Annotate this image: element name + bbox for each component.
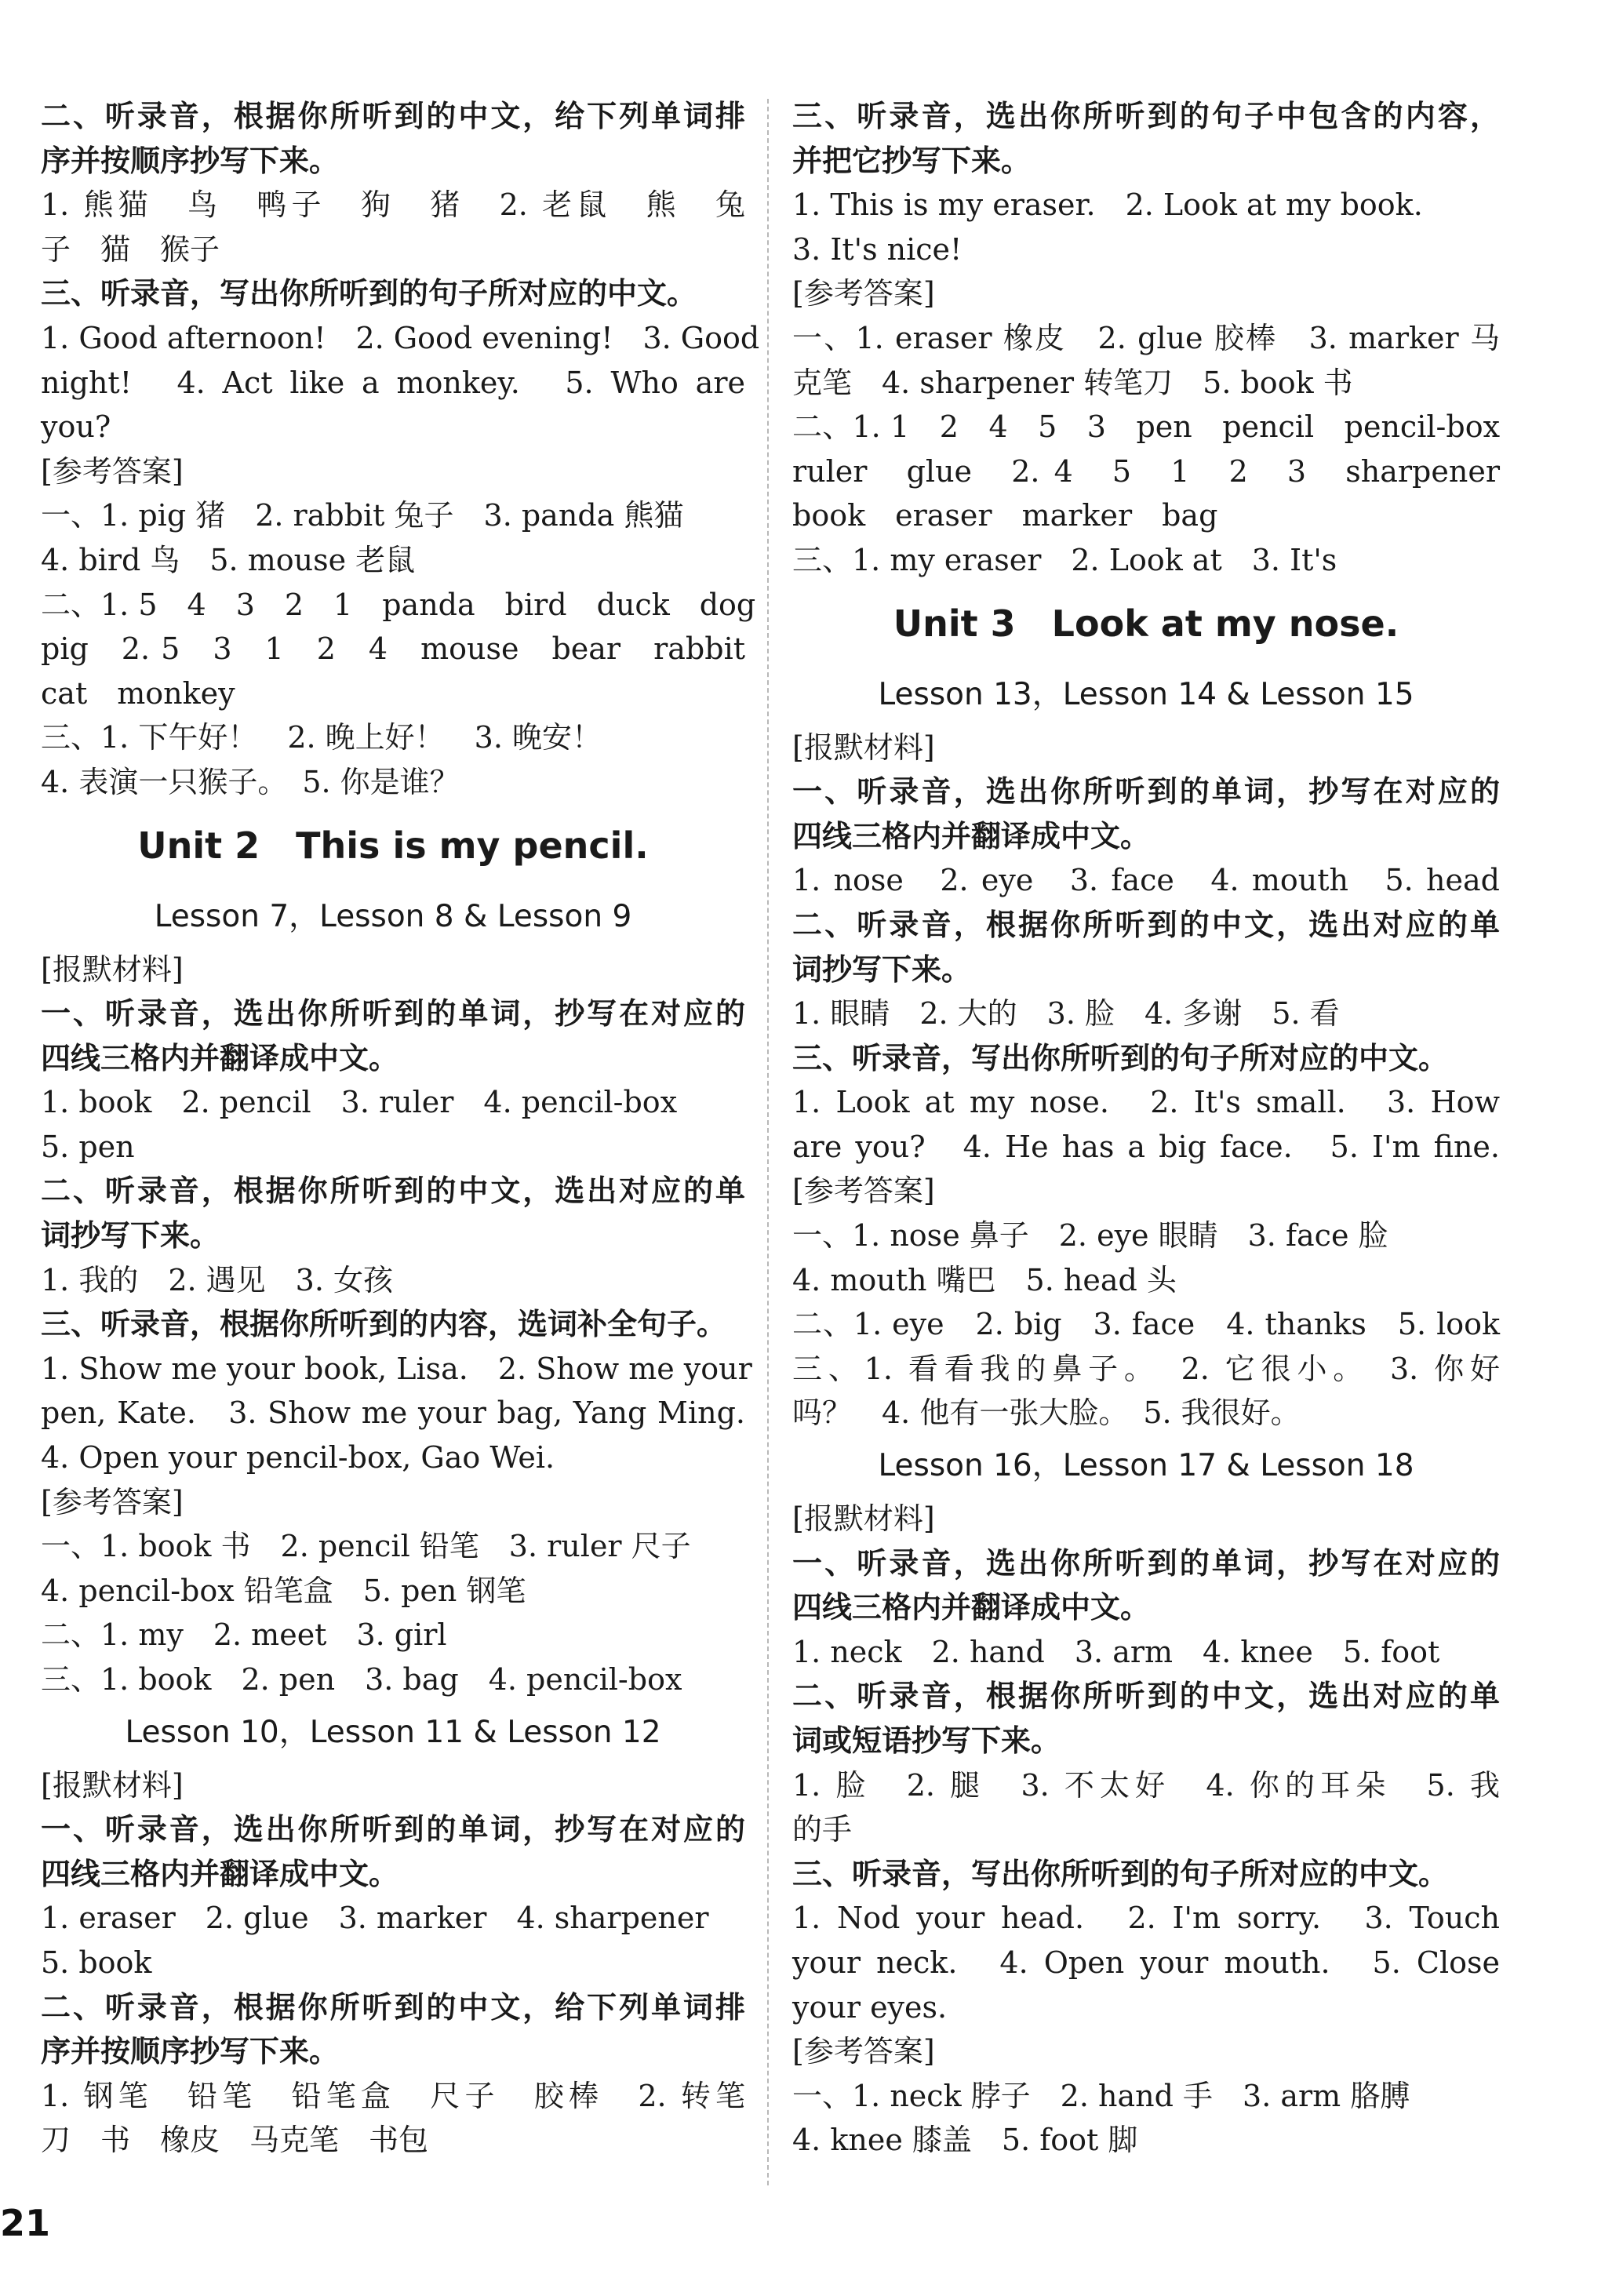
text-line: [报默材料] <box>792 730 935 765</box>
exercise-heading: 二、听录音，根据你所听到的中文，给下列单词排 <box>41 98 745 133</box>
text-line: 1. eraser 2. glue 3. marker 4. sharpener <box>41 1901 709 1936</box>
text-line: [参考答案] <box>792 1173 935 1209</box>
page-number: 21 <box>0 2202 51 2244</box>
text-line: 3. It's nice! <box>792 231 963 267</box>
text-line: 一、1. pig 猪 2. rabbit 兔子 3. panda 熊猫 <box>41 498 684 533</box>
text-line: [报默材料] <box>41 1767 184 1803</box>
exercise-heading: 序并按顺序抄写下来。 <box>41 2033 340 2069</box>
text-line: 的手 <box>792 1812 853 1847</box>
text-line: night! 4. Act like a monkey. 5. Who are <box>41 365 745 400</box>
text-line: 4. mouth 嘴巴 5. head 头 <box>792 1262 1177 1297</box>
text-line: pen, Kate. 3. Show me your bag, Yang Ming. <box>41 1395 745 1431</box>
text-line: 一、1. book 书 2. pencil 铅笔 3. ruler 尺子 <box>41 1529 691 1564</box>
text-line: are you? 4. He has a big face. 5. I'm fine. <box>792 1129 1500 1164</box>
text-line: 1. This is my eraser. 2. Look at my book. <box>792 187 1423 223</box>
text-line: [参考答案] <box>792 276 935 311</box>
text-line: [报默材料] <box>792 1501 935 1537</box>
text-line: 一、1. neck 脖子 2. hand 手 3. arm 胳膊 <box>792 2078 1410 2113</box>
exercise-heading: 三、听录音，根据你所听到的内容，选词补全句子。 <box>41 1306 727 1342</box>
exercise-heading: 四线三格内并翻译成中文。 <box>792 1589 1151 1625</box>
text-line: 子 猫 猴子 <box>41 231 220 267</box>
text-line: pig 2. 5 3 1 2 4 mouse bear rabbit <box>41 631 745 667</box>
text-line: 5. book <box>41 1945 152 1980</box>
text-line: 1. 眼睛 2. 大的 3. 脸 4. 多谢 5. 看 <box>792 996 1340 1032</box>
lesson-heading: Lesson 16，Lesson 17 & Lesson 18 <box>878 1448 1414 1484</box>
exercise-heading: 一、听录音，选出你所听到的单词，抄写在对应的 <box>41 1811 745 1847</box>
text-line: 1. neck 2. hand 3. arm 4. knee 5. foot <box>792 1634 1440 1669</box>
exercise-heading: 四线三格内并翻译成中文。 <box>41 1039 399 1075</box>
text-line: 三、1. my eraser 2. Look at 3. It's <box>792 542 1337 577</box>
right-column <box>792 94 1500 2163</box>
exercise-heading: 二、听录音，根据你所听到的中文，选出对应的单 <box>792 1678 1500 1714</box>
text-line: [参考答案] <box>41 1484 184 1519</box>
exercise-heading: 三、听录音，写出你所听到的句子所对应的中文。 <box>792 1039 1449 1075</box>
text-line: 1. Show me your book, Lisa. 2. Show me your <box>41 1351 752 1386</box>
text-line: [参考答案] <box>792 2034 935 2069</box>
text-line: 4. Open your pencil-box, Gao Wei. <box>41 1440 555 1475</box>
text-line: book eraser marker bag <box>792 498 1218 533</box>
exercise-heading: 一、听录音，选出你所听到的单词，抄写在对应的 <box>41 995 745 1032</box>
text-line: 二、1. 5 4 3 2 1 panda bird duck dog <box>41 587 756 622</box>
exercise-heading: 三、听录音，写出你所听到的句子所对应的中文。 <box>792 1855 1449 1891</box>
exercise-heading: 三、听录音，写出你所听到的句子所对应的中文。 <box>41 275 697 311</box>
text-line: 三、1. 看看我的鼻子。 2. 它很小。 3. 你好 <box>792 1351 1500 1386</box>
text-line: 4. pencil-box 铅笔盒 5. pen 钢笔 <box>41 1573 526 1608</box>
text-line: 4. bird 鸟 5. mouse 老鼠 <box>41 542 416 577</box>
unit-heading: Unit 2 This is my pencil. <box>137 824 649 867</box>
text-line: [报默材料] <box>41 952 184 987</box>
exercise-heading: 并把它抄写下来。 <box>792 142 1032 178</box>
text-line: 4. knee 膝盖 5. foot 脚 <box>792 2123 1138 2158</box>
text-line: ruler glue 2. 4 5 1 2 3 sharpener <box>792 453 1500 489</box>
text-line: 一、1. eraser 橡皮 2. glue 胶棒 3. marker 马 <box>792 320 1500 355</box>
text-line: your neck. 4. Open your mouth. 5. Close <box>792 1945 1500 1980</box>
exercise-heading: 二、听录音，根据你所听到的中文，给下列单词排 <box>41 1989 745 2025</box>
text-line: 二、1. my 2. meet 3. girl <box>41 1617 447 1653</box>
exercise-heading: 词抄写下来。 <box>41 1217 220 1254</box>
text-line: 吗？ 4. 他有一张大脸。 5. 我很好。 <box>792 1395 1301 1431</box>
lesson-heading: Lesson 10，Lesson 11 & Lesson 12 <box>125 1714 661 1750</box>
text-line: 二、1. eye 2. big 3. face 4. thanks 5. look <box>792 1307 1500 1342</box>
text-line: 1. 熊猫 鸟 鸭子 狗 猪 2. 老鼠 熊 兔 <box>41 187 745 223</box>
text-line: 1. Good afternoon! 2. Good evening! 3. Good <box>41 320 760 355</box>
exercise-heading: 四线三格内并翻译成中文。 <box>41 1855 399 1891</box>
text-line: 刀 书 橡皮 马克笔 书包 <box>41 2123 429 2158</box>
text-line: 一、1. nose 鼻子 2. eye 眼睛 3. face 脸 <box>792 1218 1388 1254</box>
text-line: 克笔 4. sharpener 转笔刀 5. book 书 <box>792 365 1353 400</box>
unit-heading: Unit 3 Look at my nose. <box>893 602 1399 645</box>
exercise-heading: 一、听录音，选出你所听到的单词，抄写在对应的 <box>792 1545 1500 1581</box>
text-line: 二、1. 1 2 4 5 3 pen pencil pencil-box <box>792 409 1500 445</box>
exercise-heading: 序并按顺序抄写下来。 <box>41 142 340 178</box>
text-line: 三、1. book 2. pen 3. bag 4. pencil-box <box>41 1662 682 1697</box>
exercise-heading: 词抄写下来。 <box>792 951 972 987</box>
text-line: 1. nose 2. eye 3. face 4. mouth 5. head <box>792 863 1500 898</box>
exercise-heading: 二、听录音，根据你所听到的中文，选出对应的单 <box>41 1173 745 1209</box>
text-line: 三、1. 下午好！ 2. 晚上好！ 3. 晚安！ <box>41 720 602 755</box>
text-line: 1. Look at my nose. 2. It's small. 3. How <box>792 1085 1500 1120</box>
text-line: 5. pen <box>41 1129 135 1164</box>
text-line: your eyes. <box>792 1989 948 2025</box>
text-line: 1. 钢笔 铅笔 铅笔盒 尺子 胶棒 2. 转笔 <box>41 2078 745 2113</box>
text-line: 1. Nod your head. 2. I'm sorry. 3. Touch <box>792 1901 1500 1936</box>
exercise-heading: 二、听录音，根据你所听到的中文，选出对应的单 <box>792 906 1500 942</box>
text-line: 1. 我的 2. 遇见 3. 女孩 <box>41 1262 394 1297</box>
exercise-heading: 词或短语抄写下来。 <box>792 1723 1061 1758</box>
text-line: you? <box>41 409 111 445</box>
text-line: 1. 脸 2. 腿 3. 不太好 4. 你的耳朵 5. 我 <box>792 1767 1500 1803</box>
exercise-heading: 一、听录音，选出你所听到的单词，抄写在对应的 <box>792 773 1500 810</box>
text-line: 1. book 2. pencil 3. ruler 4. pencil-box <box>41 1085 678 1120</box>
lesson-heading: Lesson 7，Lesson 8 & Lesson 9 <box>154 898 632 934</box>
text-line: [参考答案] <box>41 453 184 489</box>
lesson-heading: Lesson 13，Lesson 14 & Lesson 15 <box>878 676 1414 712</box>
exercise-heading: 四线三格内并翻译成中文。 <box>792 817 1151 853</box>
text-line: cat monkey <box>41 675 235 711</box>
exercise-heading: 三、听录音，选出你所听到的句子中包含的内容， <box>792 98 1500 133</box>
text-line: 4. 表演一只猴子。 5. 你是谁？ <box>41 764 460 799</box>
left-column <box>41 94 760 2163</box>
column-divider <box>767 99 769 2185</box>
